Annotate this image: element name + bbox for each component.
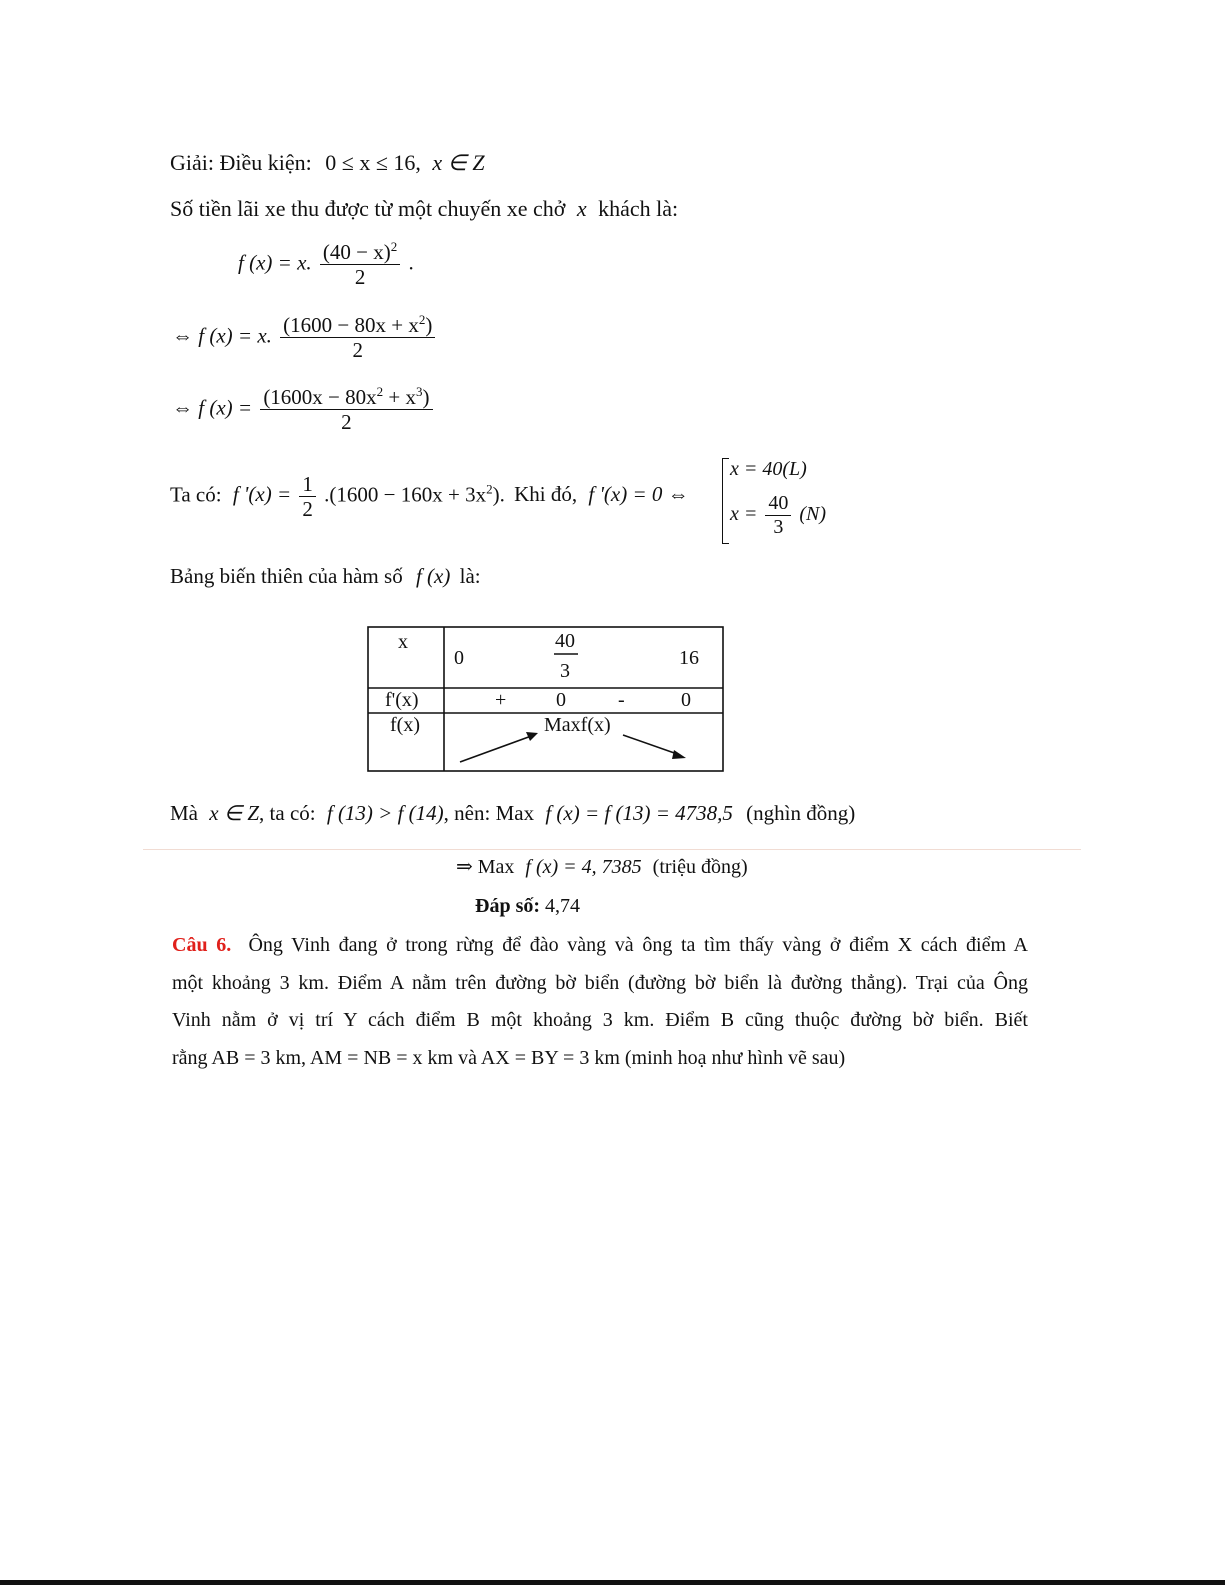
eq2-lhs: ⇔ f (x) = x. — [172, 323, 272, 348]
question-6-line-4: rằng AB = 3 km, AM = NB = x km và AX = BY = 3 km (minh hoạ như hình vẽ sau) — [172, 1046, 846, 1069]
deriv-label: Ta có: — [170, 482, 222, 507]
table-sign-plus: + — [495, 689, 507, 711]
deriv-rest: .(1600 − 160x + 3x — [324, 482, 487, 507]
eq3-lhs: ⇔ f (x) = — [172, 395, 253, 420]
deriv-lhs: f '(x) = — [232, 482, 292, 507]
million-unit: (triệu đồng) — [652, 856, 748, 878]
question-6-line1-text: Ông Vinh đang ở trong rừng để đào vàng và ông ta tìm thấy vàng ở điểm X cách điểm A — [248, 934, 1028, 956]
eq1-den: 2 — [354, 265, 366, 290]
deriv-rest-sup: 2 — [486, 481, 493, 497]
deriv-rest-end: ). — [492, 482, 505, 507]
eq3-num-sup2: 3 — [416, 384, 423, 399]
table-x16: 16 — [679, 647, 699, 669]
eq2-num-end: ) — [425, 313, 433, 337]
eq2-num-sup: 2 — [418, 312, 426, 327]
eq3-num-b: + x — [383, 385, 417, 409]
eq1-num: (40 − x) — [322, 240, 391, 264]
question-6-line-1 — [172, 927, 1028, 965]
question-6-label: Câu 6. — [172, 934, 232, 956]
condition-set: x ∈ Z — [432, 150, 485, 175]
eq3-num-a: (1600x − 80x — [263, 385, 377, 409]
max-text-c: , nên: Max — [443, 801, 535, 825]
question-6-line-2: một khoảng 3 km. Điểm A nằm trên đường bờ biển (đường bờ biển là đường thẳng). Trại của Ông — [172, 971, 1028, 994]
section-divider — [143, 849, 1081, 850]
answer-value: 4,74 — [545, 895, 581, 917]
root2-den: 3 — [773, 516, 784, 538]
eq3-den: 2 — [341, 410, 352, 435]
deriv-frac-den: 2 — [302, 497, 313, 522]
deriv-zero: f '(x) = 0 ⇔ — [588, 482, 689, 507]
page-bottom-edge — [0, 1580, 1225, 1585]
arrow-up-line — [460, 735, 534, 762]
max-line — [170, 801, 855, 826]
table-intro-end: là: — [459, 564, 481, 588]
table-max-label: Maxf(x) — [544, 714, 611, 736]
million-line — [456, 854, 748, 879]
table-row-fprime: f'(x) — [385, 689, 419, 711]
root2-lhs: x = — [730, 503, 758, 526]
max-compare: f (13) > f (14) — [326, 801, 444, 825]
table-intro-text: Bảng biến thiên của hàm số — [170, 564, 403, 588]
million-prefix: ⇒ Max — [456, 856, 515, 878]
max-text-a: Mà — [170, 801, 198, 825]
eq1-num-sup: 2 — [390, 239, 398, 254]
max-text-b: , ta có: — [259, 801, 316, 825]
max-value: f (x) = f (13) = 4738,5 — [545, 801, 733, 825]
arrow-down-line — [623, 735, 680, 755]
deriv-frac-num: 1 — [299, 472, 316, 497]
eq1-end: . — [408, 250, 414, 275]
question-6 — [172, 927, 1028, 1077]
max-unit: (nghìn đồng) — [746, 801, 856, 825]
max-set: x ∈ Z — [209, 801, 260, 825]
table-border — [368, 627, 723, 771]
table-intro-fx: f (x) — [415, 564, 451, 588]
table-row-x: x — [398, 631, 408, 653]
table-sign-zero2: 0 — [681, 689, 691, 711]
eq3-num-sup1: 2 — [376, 384, 384, 399]
khi-do: Khi đó, — [514, 482, 578, 507]
eq1-lhs: f (x) = x. — [238, 250, 312, 275]
profit-text-before: Số tiền lãi xe thu được từ một chuyến xe chở — [170, 196, 566, 221]
root-1: x = 40(L) — [730, 458, 807, 480]
arrow-down-head — [672, 750, 686, 759]
table-sign-zero1: 0 — [556, 689, 566, 711]
table-row-f: f(x) — [390, 714, 420, 736]
question-6-line-3: Vinh nằm ở vị trí Y cách điểm B một khoảng 3 km. Điểm B cũng thuộc đường bờ biển. Biết — [172, 1009, 1028, 1031]
million-expr: f (x) = 4, 7385 — [525, 856, 642, 878]
eq2-num: (1600 − 80x + x — [283, 313, 419, 337]
eq3-num-end: ) — [422, 385, 430, 409]
root2-tag: (N) — [799, 503, 827, 526]
table-xc-den: 3 — [560, 660, 570, 682]
profit-text-after: khách là: — [598, 196, 679, 221]
eq2-den: 2 — [352, 338, 363, 363]
table-x0: 0 — [454, 647, 464, 669]
answer-label: Đáp số: — [475, 895, 541, 917]
table-sign-minus: - — [618, 689, 625, 711]
condition-expr: 0 ≤ x ≤ 16, — [325, 150, 421, 175]
profit-var: x — [576, 196, 587, 221]
root2-num: 40 — [765, 492, 791, 516]
answer-line — [475, 895, 580, 918]
table-xc-num: 40 — [555, 630, 575, 652]
condition-label: Giải: Điều kiện: — [170, 150, 312, 175]
